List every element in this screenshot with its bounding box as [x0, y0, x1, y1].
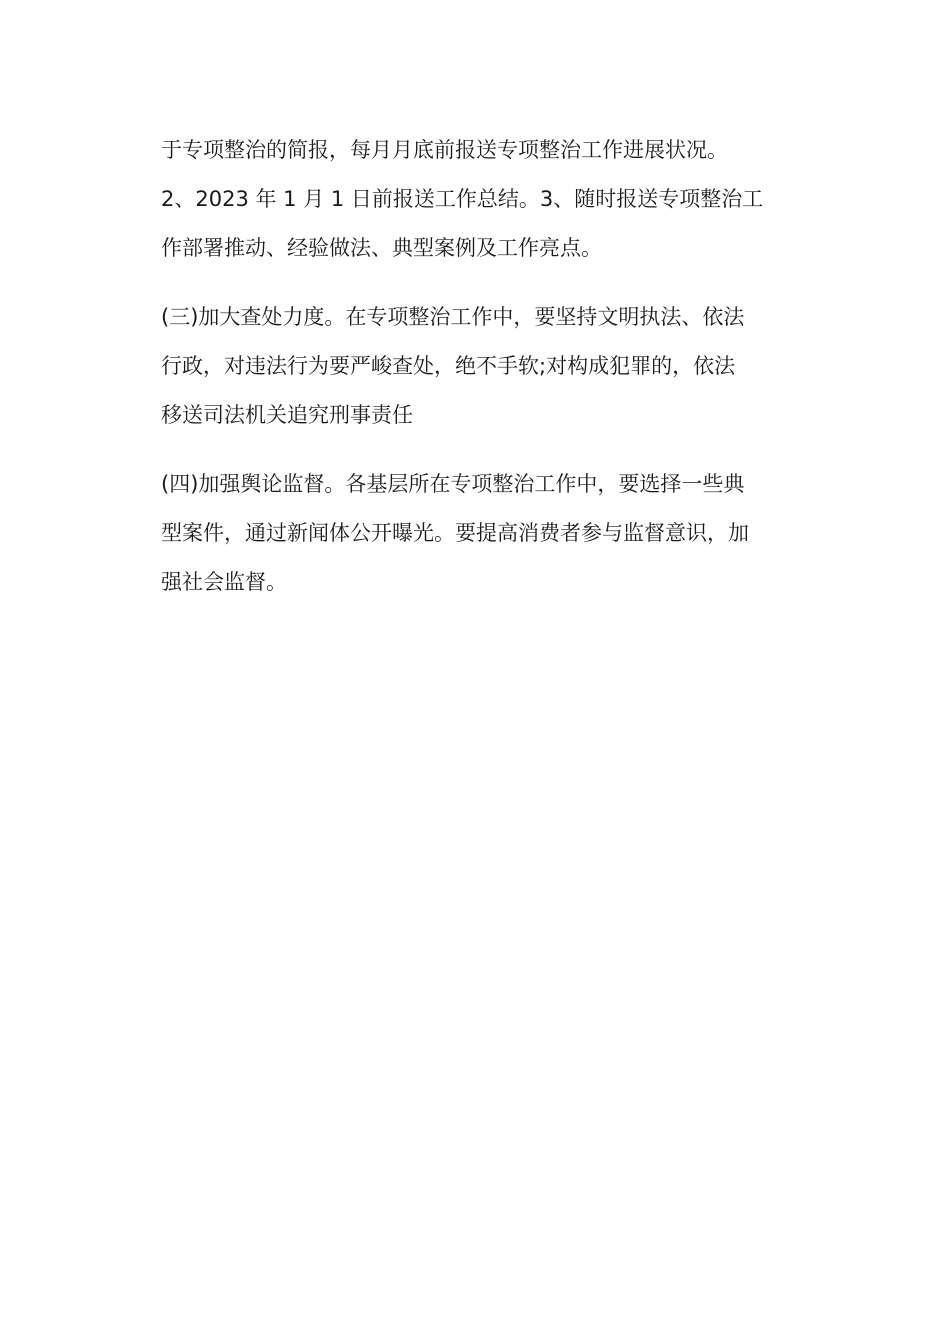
text-line: 移送司法机关追究刑事责任 [161, 403, 413, 427]
text-line: (四)加强舆论监督。各基层所在专项整治工作中，要选择一些典 [161, 472, 745, 496]
text-line: 强社会监督。 [161, 570, 287, 594]
paragraph-enforcement [161, 293, 801, 440]
text-line: 行政，对违法行为要严峻查处，绝不手软;对构成犯罪的，依法 [161, 354, 736, 378]
paragraph-reporting [161, 126, 801, 273]
text-line: 于专项整治的简报，每月月底前报送专项整治工作进展状况。 [161, 138, 728, 162]
paragraph-spacer [161, 273, 801, 293]
text-line: 作部署推动、经验做法、典型案例及工作亮点。 [161, 236, 602, 260]
text-line: (三)加大查处力度。在专项整治工作中，要坚持文明执法、依法 [161, 305, 745, 329]
paragraph-spacer [161, 440, 801, 460]
text-line: 2、2023 年 1 月 1 日前报送工作总结。3、随时报送专项整治工 [161, 187, 764, 211]
document-body [161, 126, 801, 607]
text-line: 型案件，通过新闻体公开曝光。要提高消费者参与监督意识，加 [161, 521, 749, 545]
paragraph-supervision [161, 460, 801, 607]
